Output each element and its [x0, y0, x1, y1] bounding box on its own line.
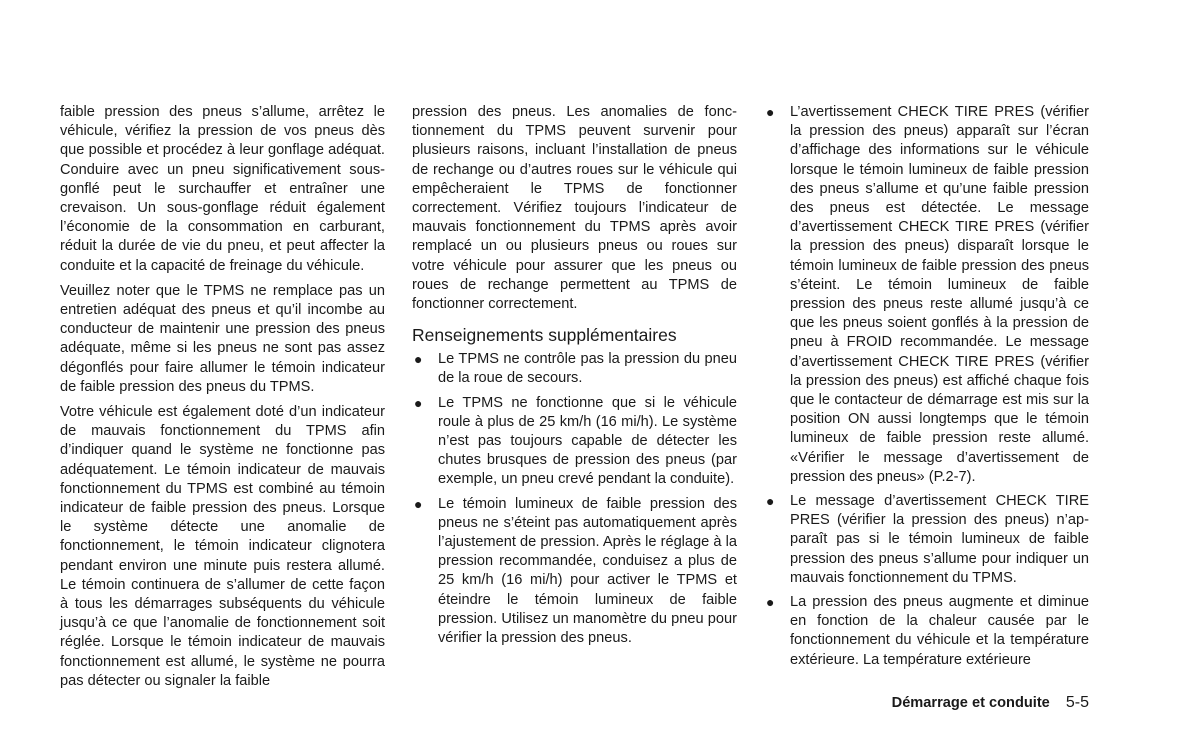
list-item-text: Le message d’avertissement CHECK TIRE PRES (vérifier la pression des pneus) n’apparaît pas si le témoin lumineux de faible pression des pneus s’allume pour indiquer un mauvais fonctionnement du TPMS. [790, 493, 1089, 586]
bullet-list [764, 103, 1089, 670]
list-item-text: Le témoin lumineux de faible pression des pneus ne s’éteint pas automatiquement après l’ajustement de pression. Après le réglage à la pression recommandée, conduisez a plus de 25 km/h (16 mi/h) pour activer le TPMS et éteindre le témoin lumineux de faible pression. Utilisez un manomètre du pneu pour vérifier la pression des pneus. [438, 495, 737, 647]
footer-section-title: Démarrage et conduite [891, 695, 1050, 711]
list-item-text: Le TPMS ne fonctionne que si le véhicule roule à plus de 25 km/h (16 mi/h). Le système n’est pas toujours capable de détecter les chutes brusques de pression des pneus (par exemple, un pneu crevé pendant la conduite). [438, 394, 737, 488]
list-item-text: La pression des pneus augmente et diminue en fonction de la chaleur causée par le fonctionnement du véhicule et la température extérieure. La température extérieure [790, 594, 1089, 668]
list-item [764, 103, 1089, 487]
paragraph: pression des pneus. Les anomalies de fonctionnement du TPMS peuvent survenir pour plusieurs raisons, incluant l’installation de pneus de rechange ou d’autres roues sur le véhicule qui empêcheraient le TPMS de fonctionner correctement. Vérifiez toujours l’indicateur de mauvais fonctionnement du TPMS après avoir remplacé un ou plusieurs pneus ou roues sur votre véhicule pour assurer que les pneus ou roues de rechange permettent au TPMS de fonctionner correctement. [412, 104, 737, 313]
text-column-middle [412, 103, 737, 653]
paragraph: Veuillez noter que le TPMS ne remplace pas un entretien adéquat des pneus et qu’il incombe au conducteur de maintenir une pression des pneus adéquate, même si les pneus ne sont pas assez dégonflés pour faire allumer le témoin indicateur de faible pression des pneus du TPMS. [60, 282, 385, 395]
bullet-icon: ● [414, 351, 423, 368]
bullet-list [412, 350, 737, 648]
list-item-text: L’avertissement CHECK TIRE PRES (vérifier la pression des pneus) apparaît sur l’écran d’affichage des informations sur le véhicule lorsque le témoin lumineux de faible pression des pneus s’allume et qu’une faible pression des pneus est détectée. Le message d’avertissement CHECK TIRE PRES (vérifier la pression des pneus) disparaît lorsque le témoin lumineux de faible pression des pneus s’éteint. Le témoin lumineux de faible pression des pneus reste allumé jusqu’à ce que les pneus soient gonflés à la pression de pneu à FROID recommandée. Le message d’avertissement CHECK TIRE PRES (vérifier la pression des pneus) est affiché chaque fois que le contacteur de démarrage est mis sur la position ON aussi longtemps que le témoin lumineux de faible pression reste allumé. «Vérifier le message d’avertissement de pression des pneus» (P.2-7). [790, 104, 1089, 485]
page-number: 5-5 [1065, 694, 1089, 711]
list-item [412, 350, 737, 388]
text-column-left [60, 103, 385, 697]
list-item-text: Le TPMS ne contrôle pas la pression du pneu de la roue de secours. [438, 351, 737, 387]
list-item [764, 492, 1089, 588]
bullet-icon: ● [414, 394, 423, 411]
page-footer [892, 693, 1089, 713]
list-item [412, 394, 737, 490]
bullet-icon: ● [414, 495, 423, 512]
bullet-icon: ● [766, 104, 775, 120]
list-item [412, 495, 737, 649]
paragraph: Votre véhicule est également doté d’un indicateur de mauvais fonctionnement du TPMS afin d’indiquer quand le système ne fonctionne pas adéquatement. Le témoin indicateur de mauvais fonctionnement du TPMS est combiné au témoin indicateur de faible pression des pneus. Lorsque le système détecte une anomalie de fonctionnement, le témoin indicateur clignotera pendant environ une minute puis restera allumé. Le témoin continuera de s’allumer de cette façon à tous les démarrages subséquents du véhicule jusqu’à ce que l’anomalie de fonctionnement soit réglée. Lorsque le témoin indicateur de mauvais fonctionnement est allumé, le système ne pourra pas détecter ou signaler la faible [60, 404, 385, 689]
section-heading: Renseignements supplémentaires [412, 325, 677, 346]
text-column-right [764, 103, 1089, 675]
paragraph: faible pression des pneus s’allume, arrêtez le véhicule, vérifiez la pression de vos pneus dès que possible et procédez à leur gonflage adéquat. Conduire avec un pneu significativement sous-gonflé peut le surchauffer et entraîner une crevaison. Un sous-gonflage réduit également l’économie de la consommation en carburant, réduit la durée de vie du pneu, et peut affecter la conduite et la capacité de freinage du véhicule. [60, 104, 385, 274]
bullet-icon: ● [766, 493, 775, 510]
list-item [764, 593, 1089, 670]
bullet-icon: ● [766, 594, 775, 611]
